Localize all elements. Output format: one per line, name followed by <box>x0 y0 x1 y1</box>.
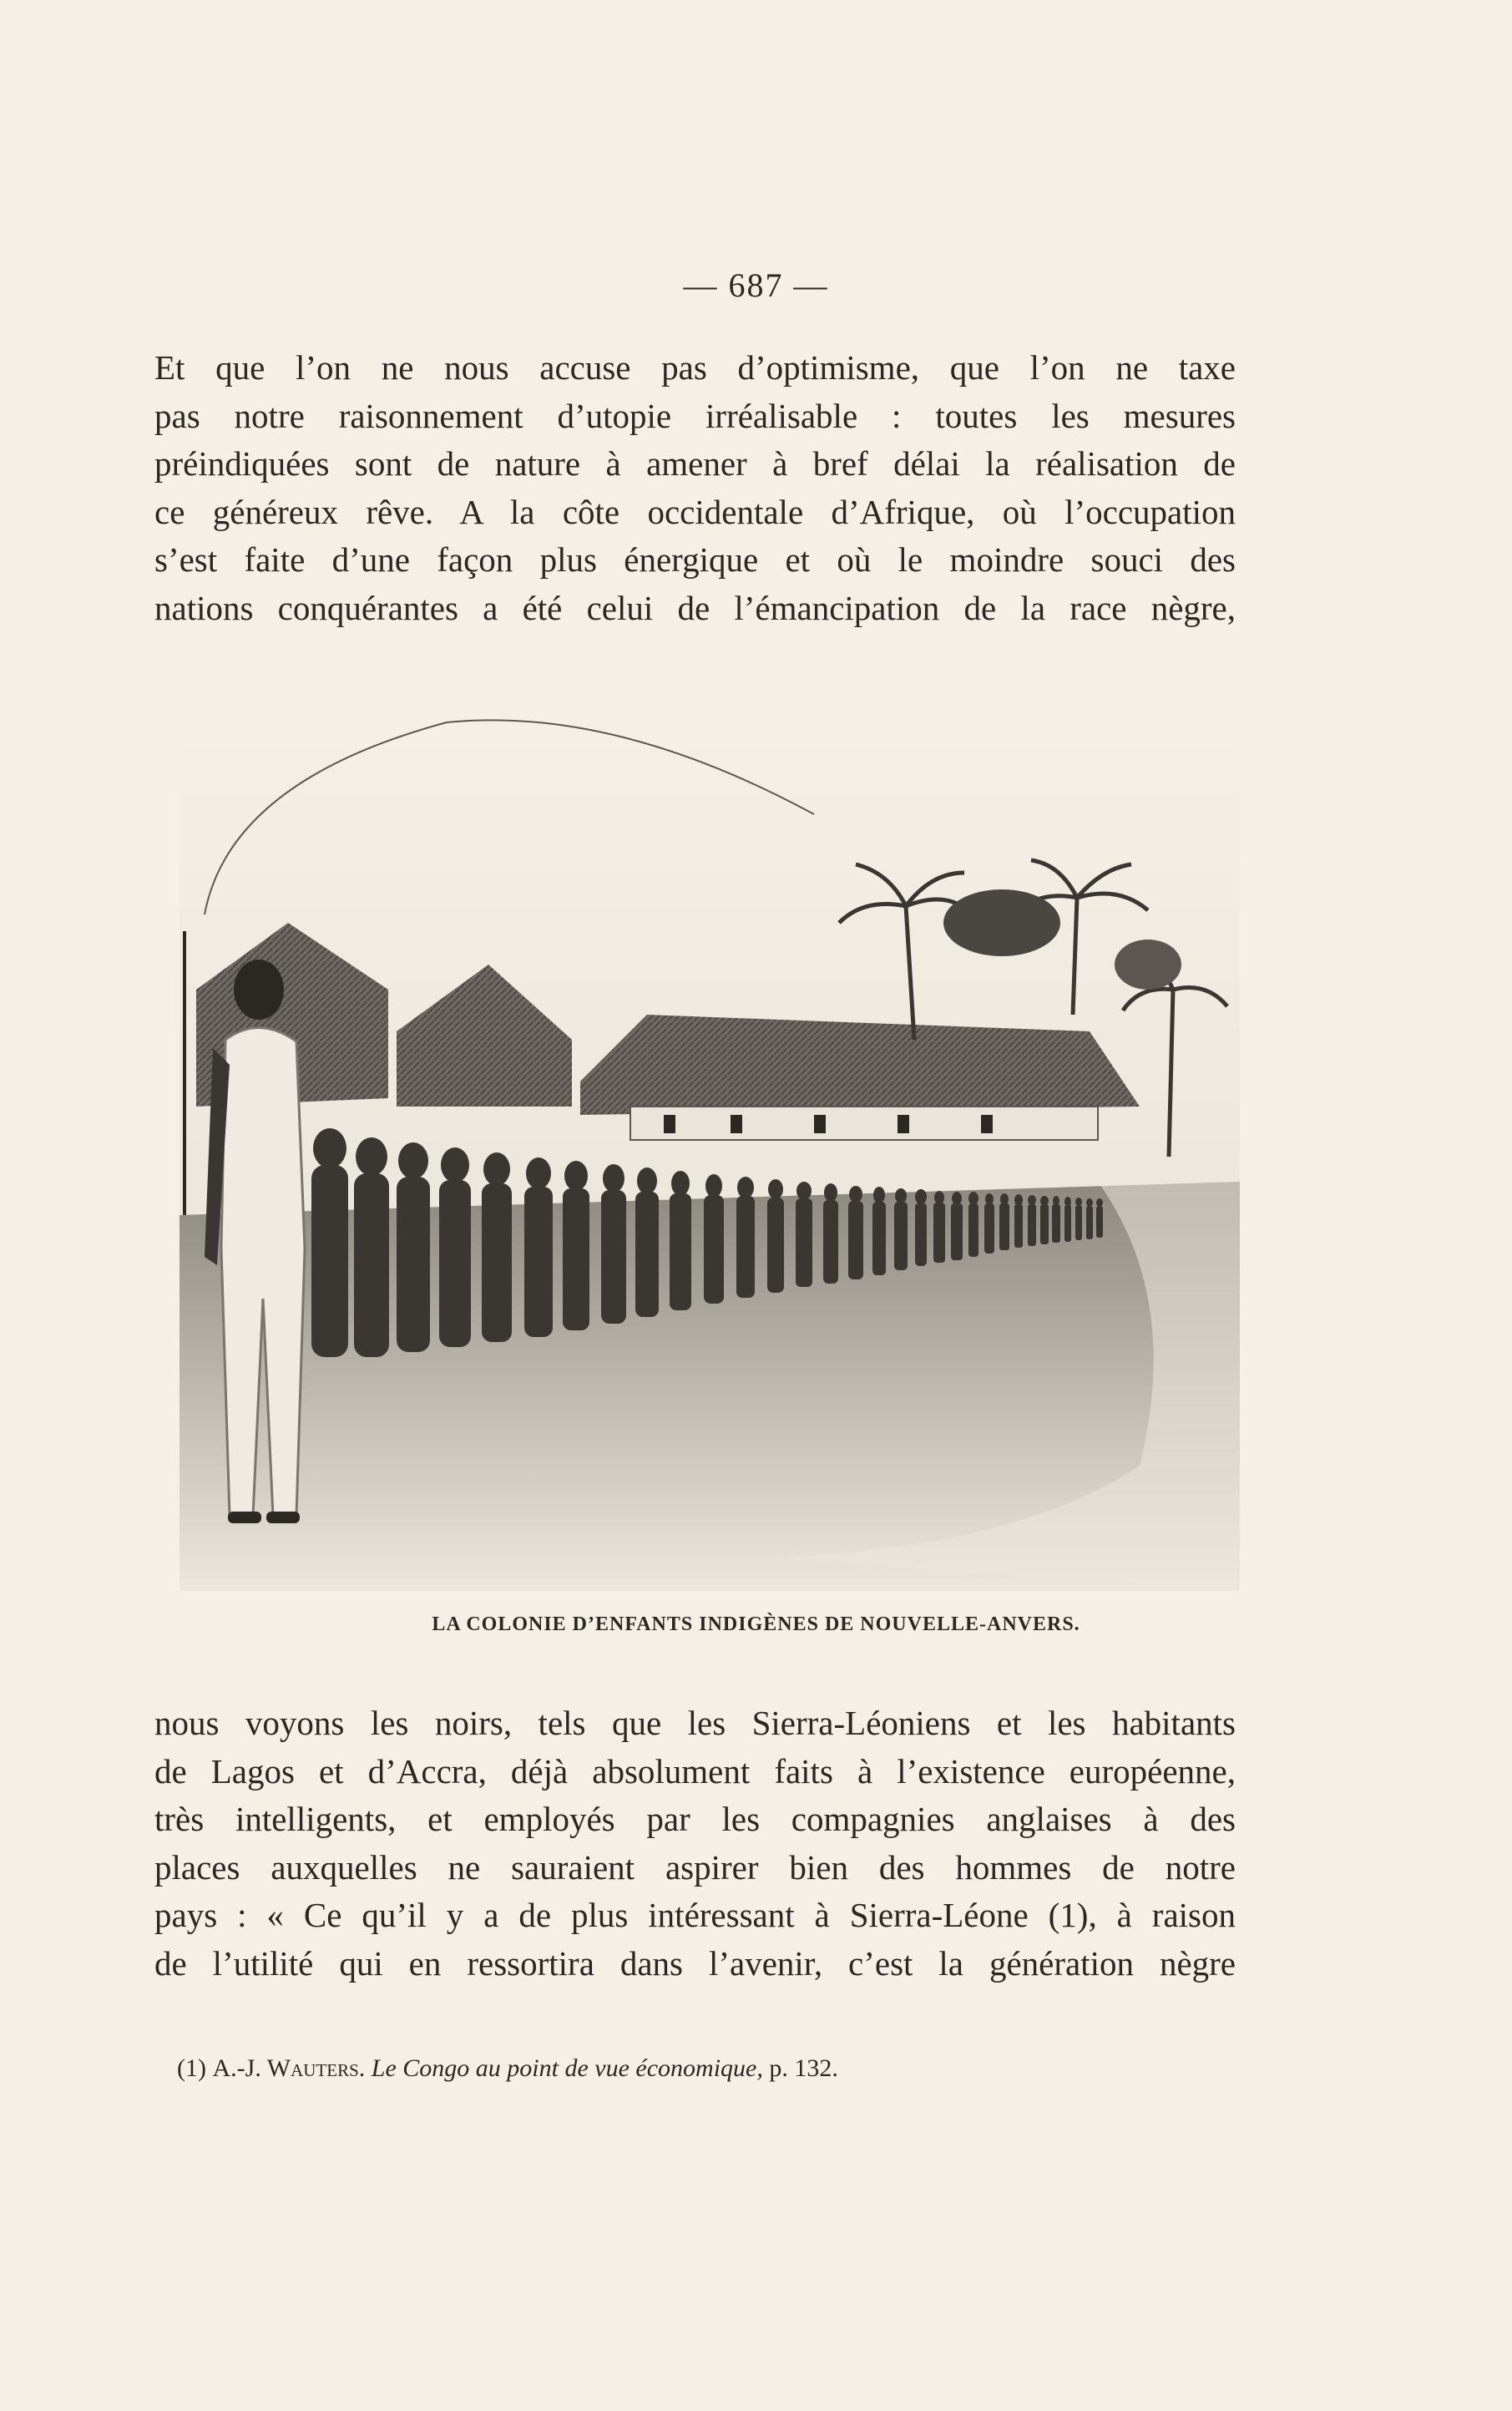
text-line: places auxquelles ne sauraient aspirer bien des hommes de notre <box>154 1847 1236 1887</box>
text-line: de Lagos et d’Accra, déjà absolument faits à l’existence européenne, <box>154 1751 1236 1791</box>
photograph-figure <box>180 714 1240 1591</box>
text-line: de l’utilité qui en ressortira dans l’avenir, c’est la génération nègre <box>154 1943 1236 1983</box>
text-line: nations conquérantes a été celui de l’émancipation de la race nègre, <box>154 588 1236 627</box>
footnote-author: A.-J. Wauters. <box>212 2054 366 2082</box>
text-line: préindiquées sont de nature à amener à bref délai la réalisation de <box>154 444 1236 484</box>
footnote-page: p. 132. <box>769 2054 838 2082</box>
text-line: s’est faite d’une façon plus énergique et où le moindre souci des <box>154 540 1236 580</box>
photograph <box>180 714 1240 1591</box>
footnote-marker: (1) <box>177 2054 206 2082</box>
text-line: Et que l’on ne nous accuse pas d’optimisme, que l’on ne taxe <box>154 348 1236 387</box>
text-line: nous voyons les noirs, tels que les Sierra-Léoniens et les habitants <box>154 1704 1236 1742</box>
text-line: pays : « Ce qu’il y a de plus intéressant à Sierra-Léone (1), à raison <box>154 1896 1236 1935</box>
footnote <box>177 2054 838 2083</box>
figure-caption: LA COLONIE D’ENFANTS INDIGÈNES DE NOUVELLE-ANVERS. <box>432 1613 1080 1635</box>
footnote-title: Le Congo au point de vue économique, <box>371 2054 763 2082</box>
page-number: — 687 — <box>683 266 829 304</box>
paragraph-top <box>154 344 1236 633</box>
text-line: pas notre raisonnement d’utopie irréalisable : toutes les mesures <box>154 396 1236 435</box>
paragraph-bottom <box>154 1699 1236 1988</box>
text-line: très intelligents, et employés par les compagnies anglaises à des <box>154 1800 1236 1839</box>
text-line: ce généreux rêve. A la côte occidentale d’Afrique, où l’occupation <box>154 492 1236 531</box>
